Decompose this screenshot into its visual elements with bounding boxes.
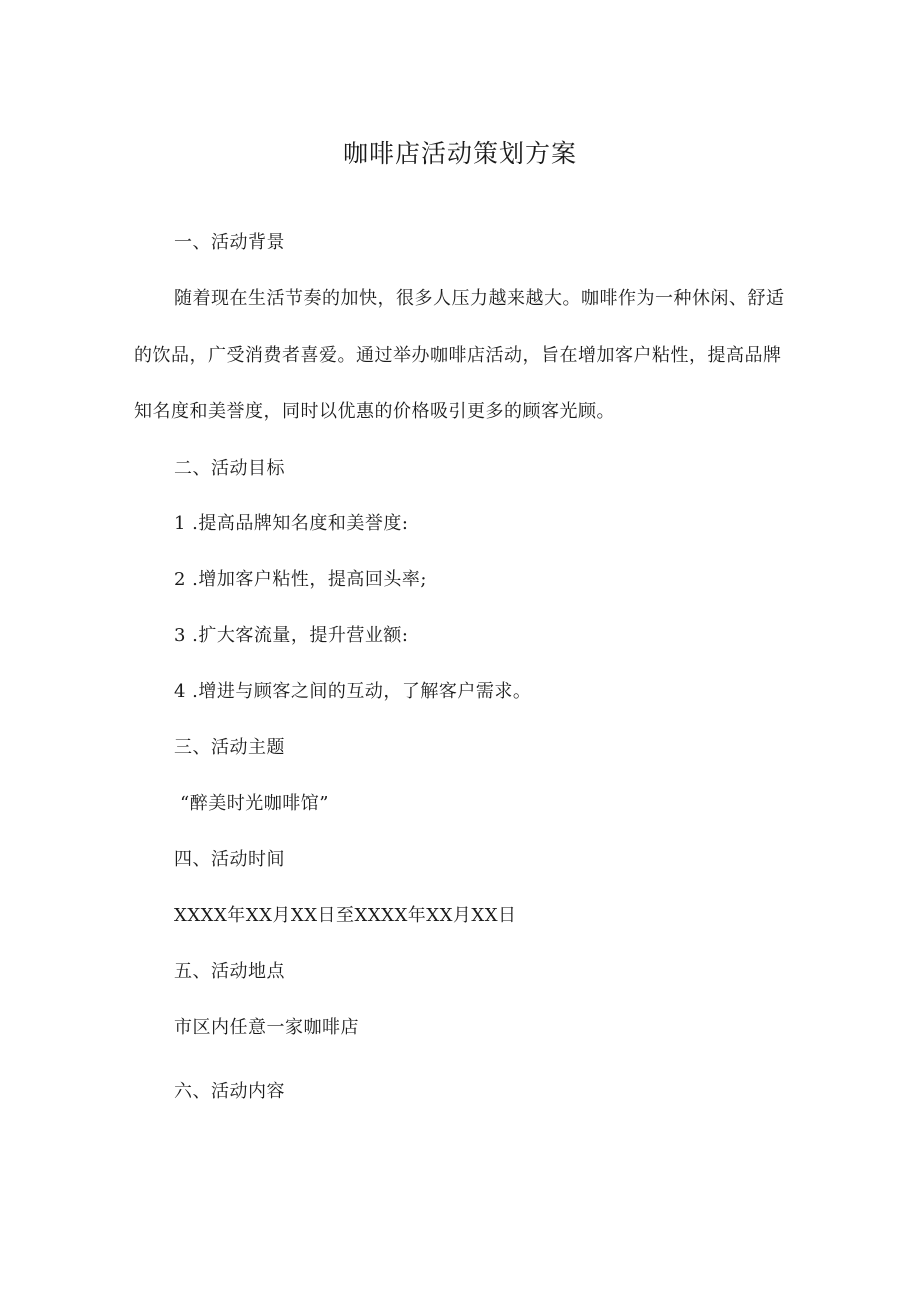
document-title: 咖啡店活动策划方案 [342,139,577,168]
theme-text: “醉美时光咖啡馆” [180,793,329,814]
time-text: XXXX年XX月XX日至XXXX年XX月XX日 [174,905,517,926]
goal-item-3: 3 .扩大客流量，提升营业额: [174,625,409,646]
goal-item-2: 2 .增加客户粘性，提高回头率; [174,569,427,590]
background-paragraph-line-2: 的饮品，广受消费者喜爱。通过举办咖啡店活动，旨在增加客户粘性，提高品牌 [134,345,782,366]
section-heading-goals: 二、活动目标 [174,458,285,479]
background-paragraph-line-3: 知名度和美誉度，同时以优惠的价格吸引更多的顾客光顾。 [134,401,615,422]
section-heading-location: 五、活动地点 [174,961,285,982]
background-paragraph-line-1: 随着现在生活节奏的加快，很多人压力越来越大。咖啡作为一种休闲、舒适 [174,288,785,309]
section-heading-background: 一、活动背景 [174,232,285,253]
goal-item-1: 1 .提高品牌知名度和美誉度: [174,513,409,534]
section-heading-content: 六、活动内容 [174,1081,285,1102]
goal-item-4: 4 .增进与顾客之间的互动，了解客户需求。 [174,681,532,702]
location-text: 市区内任意一家咖啡店 [174,1017,359,1038]
section-heading-time: 四、活动时间 [174,849,285,870]
section-heading-theme: 三、活动主题 [174,737,285,758]
